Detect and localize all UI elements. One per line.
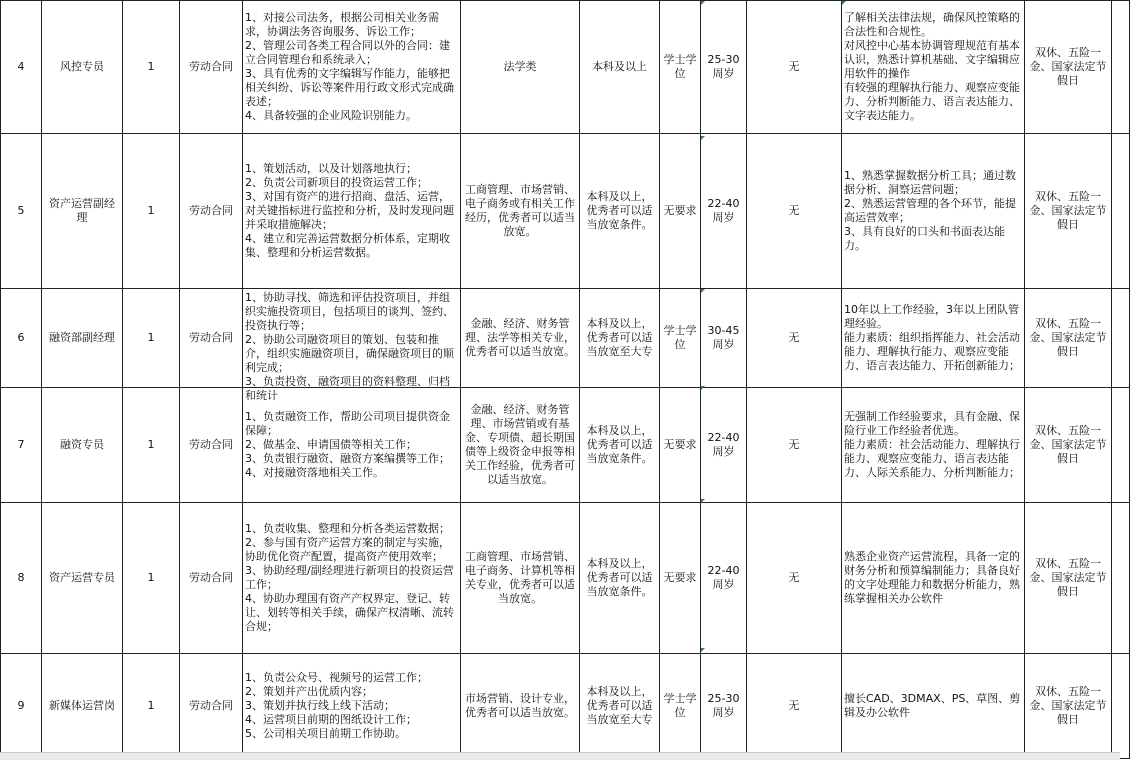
- age-cell[interactable]: [701, 134, 747, 289]
- extra-column-cell[interactable]: [1112, 654, 1130, 759]
- age-text: 22-40周岁: [707, 197, 740, 224]
- major-cell[interactable]: [461, 654, 580, 759]
- education-text: 本科及以上，优秀者可以适当放宽条件。: [586, 557, 653, 598]
- other-requirements-cell[interactable]: [842, 654, 1025, 759]
- benefits-cell[interactable]: [1025, 503, 1112, 654]
- degree-text: 学士学位: [663, 324, 697, 351]
- other-requirements-text: 1、熟悉掌握数据分析工具；通过数据分析、洞察运营问题； 2、熟悉运营管理的各个环节，能提高运营效率； 3、具有良好的口头和书面表达能力。: [844, 169, 1016, 252]
- benefits-text: 双休、五险一金、国家法定节假日: [1029, 557, 1107, 598]
- duties-text: 1、策划活动，以及计划落地执行； 2、负责公司新项目的投资运营工作； 3、对国有资产的进行招商、盘活、运营，对关键指标进行监控和分析，及时发现问题并采取措施解决； 4、建立和完善运营数据分析体系，定期收集、整理和分析运营数据。: [245, 162, 454, 259]
- degree-text: 无要求: [663, 204, 697, 217]
- contract-type-cell[interactable]: 劳动合同: [180, 134, 243, 289]
- position-cell[interactable]: 融资专员: [42, 388, 123, 503]
- contract-type-cell[interactable]: 劳动合同: [180, 654, 243, 759]
- sheet-bottom-edge: [0, 752, 1120, 760]
- title-requirement-cell[interactable]: 无: [747, 503, 842, 654]
- major-text: 工商管理、市场营销、电子商务、计算机等相关专业，优秀者可以适当放宽。: [465, 550, 575, 605]
- row-number-cell[interactable]: 7: [1, 388, 42, 503]
- education-text: 本科及以上，优秀者可以适当放宽至大专: [586, 685, 653, 726]
- duties-cell[interactable]: [243, 388, 461, 503]
- degree-cell[interactable]: [660, 654, 701, 759]
- cell-comment-marker-icon: [701, 1, 705, 5]
- major-text: 市场营销、设计专业，优秀者可以适当放宽。: [465, 692, 575, 719]
- education-cell[interactable]: [580, 1, 660, 134]
- major-cell[interactable]: [461, 134, 580, 289]
- table-row[interactable]: [1, 388, 1130, 503]
- duties-text: 1、协助寻找、筛选和评估投资项目，并组织实施投资项目，包括项目的谈判、签约、投资执行等； 2、协助公司融资项目的策划、包装和推介，组织实施融资项目，确保融资项目的顺利完成； 3、负责投资、融资项目的资料整理、归档和统计: [245, 291, 454, 402]
- other-requirements-cell[interactable]: [842, 388, 1025, 503]
- row-number-cell[interactable]: 8: [1, 503, 42, 654]
- title-requirement-cell[interactable]: 无: [747, 1, 842, 134]
- row-number-cell[interactable]: 4: [1, 1, 42, 134]
- duties-cell[interactable]: [243, 503, 461, 654]
- position-cell[interactable]: 融资部副经理: [42, 289, 123, 388]
- major-cell[interactable]: [461, 289, 580, 388]
- age-text: 22-40周岁: [707, 564, 740, 591]
- education-cell[interactable]: [580, 654, 660, 759]
- benefits-cell[interactable]: [1025, 1, 1112, 134]
- position-cell[interactable]: 新媒体运营岗: [42, 654, 123, 759]
- contract-type-cell[interactable]: 劳动合同: [180, 289, 243, 388]
- extra-column-cell[interactable]: [1112, 1, 1130, 134]
- extra-column-cell[interactable]: [1112, 503, 1130, 654]
- other-requirements-cell[interactable]: [842, 134, 1025, 289]
- duties-text: 1、负责公众号、视频号的运营工作； 2、策划并产出优质内容； 3、策划并执行线上线下活动； 4、运营项目前期的图纸设计工作； 5、公司相关项目前期工作协助。: [245, 671, 428, 740]
- major-cell[interactable]: [461, 503, 580, 654]
- table-row[interactable]: [1, 654, 1130, 759]
- age-cell[interactable]: [701, 654, 747, 759]
- benefits-text: 双休、五险一金、国家法定节假日: [1029, 46, 1107, 87]
- other-requirements-cell[interactable]: [842, 1, 1025, 134]
- headcount-cell[interactable]: 1: [123, 388, 180, 503]
- title-requirement-cell[interactable]: 无: [747, 388, 842, 503]
- degree-cell[interactable]: [660, 388, 701, 503]
- degree-text: 学士学位: [663, 53, 697, 80]
- education-text: 本科及以上，优秀者可以适当放宽至大专: [586, 317, 653, 358]
- education-cell[interactable]: [580, 503, 660, 654]
- age-cell[interactable]: [701, 1, 747, 134]
- major-cell[interactable]: [461, 388, 580, 503]
- other-requirements-text: 熟悉企业资产运营流程，具备一定的财务分析和预算编制能力；具备良好的文字处理能力和数据分析能力，熟练掌握相关办公软件: [844, 550, 1020, 605]
- position-cell[interactable]: 资产运营副经理: [42, 134, 123, 289]
- table-row[interactable]: [1, 289, 1130, 388]
- benefits-text: 双休、五险一金、国家法定节假日: [1029, 190, 1107, 231]
- age-cell[interactable]: [701, 289, 747, 388]
- age-text: 22-40周岁: [707, 431, 740, 458]
- education-text: 本科及以上，优秀者可以适当放宽条件。: [586, 424, 653, 465]
- extra-column-cell[interactable]: [1112, 289, 1130, 388]
- cell-comment-marker-icon: [701, 499, 705, 503]
- cell-comment-marker-icon: [701, 289, 705, 293]
- title-requirement-cell[interactable]: 无: [747, 289, 842, 388]
- major-text: 金融、经济、财务管理、市场营销或有基金、专项债、超长期国债等上级资金申报等相关工作经验，优秀者可以适当放宽。: [465, 403, 575, 486]
- education-cell[interactable]: [580, 134, 660, 289]
- table-row[interactable]: [1, 134, 1130, 289]
- row-number-cell[interactable]: 6: [1, 289, 42, 388]
- duties-cell[interactable]: [243, 289, 461, 402]
- major-text: 金融、经济、财务管理、法学等相关专业，优秀者可以适当放宽。: [465, 317, 575, 358]
- duties-text: 1、对接公司法务，根据公司相关业务需求，协调法务咨询服务、诉讼工作； 2、管理公司各类工程合同以外的合同：建立合同管理台和系统录入； 3、具有优秀的文字编辑写作能力，能够把相关纠纷、诉讼等案件用行政文形式完成确表述； 4、具备较强的企业风险识别能力。: [245, 11, 454, 122]
- headcount-cell[interactable]: 1: [123, 503, 180, 654]
- contract-type-cell[interactable]: 劳动合同: [180, 503, 243, 654]
- row-number-cell[interactable]: 9: [1, 654, 42, 759]
- other-requirements-text: 了解相关法律法规，确保风控策略的合法性和合规性。 对风控中心基本协调管理规范有基本认识，熟悉计算机基础、文字编辑应用软件的操作 有较强的理解执行能力、观察应变能力、分析判断能力、语言表达能力、文字表达能力。: [844, 11, 1020, 122]
- age-cell[interactable]: [701, 503, 747, 654]
- other-requirements-text: 无强制工作经验要求，具有金融、保险行业工作经验者优选。 能力素质：社会活动能力、理解执行能力、观察应变能力、语言表达能力、人际关系能力、分析判断能力；: [844, 410, 1020, 479]
- education-cell[interactable]: [580, 388, 660, 503]
- other-requirements-cell[interactable]: [842, 289, 1025, 388]
- major-text: 法学类: [503, 60, 537, 73]
- duties-cell[interactable]: [243, 654, 461, 759]
- extra-column-cell[interactable]: [1112, 388, 1130, 503]
- other-requirements-cell[interactable]: [842, 503, 1025, 654]
- education-cell[interactable]: [580, 289, 660, 388]
- benefits-cell[interactable]: [1025, 388, 1112, 503]
- position-cell[interactable]: 风控专员: [42, 1, 123, 134]
- other-requirements-text: 擅长CAD、3DMAX、PS、草图、剪辑及办公软件: [844, 692, 1021, 719]
- degree-cell[interactable]: [660, 289, 701, 388]
- contract-type-cell[interactable]: 劳动合同: [180, 1, 243, 134]
- age-cell[interactable]: [701, 388, 747, 503]
- headcount-cell[interactable]: 1: [123, 1, 180, 134]
- cell-comment-marker-icon: [701, 648, 705, 652]
- table-row[interactable]: [1, 503, 1130, 654]
- major-text: 工商管理、市场营销、电子商务或有相关工作经历，优秀者可以适当放宽。: [465, 183, 575, 238]
- cell-comment-marker-icon: [701, 136, 705, 140]
- age-text: 25-30周岁: [707, 692, 740, 719]
- degree-text: 无要求: [663, 571, 697, 584]
- duties-text: 1、负责融资工作，帮助公司项目提供资金保障； 2、做基金、申请国债等相关工作； 3、负责银行融资、融资方案编撰等工作； 4、对接融资落地相关工作。: [245, 410, 450, 479]
- benefits-cell[interactable]: [1025, 654, 1112, 759]
- duties-cell[interactable]: [243, 134, 461, 289]
- cell-comment-marker-icon: [842, 1, 846, 5]
- title-requirement-cell[interactable]: 无: [747, 134, 842, 289]
- table-row[interactable]: [1, 1, 1130, 134]
- benefits-text: 双休、五险一金、国家法定节假日: [1029, 685, 1107, 726]
- cell-comment-marker-icon: [701, 386, 705, 390]
- degree-cell[interactable]: [660, 503, 701, 654]
- benefits-text: 双休、五险一金、国家法定节假日: [1029, 317, 1107, 358]
- education-text: 本科及以上: [592, 60, 647, 73]
- headcount-cell[interactable]: 1: [123, 654, 180, 759]
- education-text: 本科及以上，优秀者可以适当放宽条件。: [586, 190, 653, 231]
- duties-cell[interactable]: [243, 1, 461, 134]
- row-number-cell[interactable]: 5: [1, 134, 42, 289]
- other-requirements-text: 10年以上工作经验，3年以上团队管理经验。 能力素质：组织指挥能力、社会活动能力、理解执行能力、观察应变能力、语言表达能力、开拓创新能力；: [844, 303, 1020, 372]
- contract-type-cell[interactable]: 劳动合同: [180, 388, 243, 503]
- headcount-cell[interactable]: 1: [123, 289, 180, 388]
- degree-text: 学士学位: [663, 692, 697, 719]
- benefits-cell[interactable]: [1025, 134, 1112, 289]
- extra-column-cell[interactable]: [1112, 134, 1130, 289]
- age-text: 30-45周岁: [707, 324, 740, 351]
- benefits-cell[interactable]: [1025, 289, 1112, 388]
- benefits-text: 双休、五险一金、国家法定节假日: [1029, 424, 1107, 465]
- degree-cell[interactable]: [660, 1, 701, 134]
- duties-text: 1、负责收集、整理和分析各类运营数据； 2、参与国有资产运营方案的制定与实施，协助优化资产配置，提高资产使用效率； 3、协助经理/副经理进行新项目的投资运营工作； 4、协助办理国有资产产权界定、登记、转让、划转等相关手续，确保产权清晰、流转合规；: [245, 522, 454, 633]
- headcount-cell[interactable]: 1: [123, 134, 180, 289]
- major-cell[interactable]: [461, 1, 580, 134]
- degree-text: 无要求: [663, 438, 697, 451]
- degree-cell[interactable]: [660, 134, 701, 289]
- position-cell[interactable]: 资产运营专员: [42, 503, 123, 654]
- age-text: 25-30周岁: [707, 53, 740, 80]
- title-requirement-cell[interactable]: 无: [747, 654, 842, 759]
